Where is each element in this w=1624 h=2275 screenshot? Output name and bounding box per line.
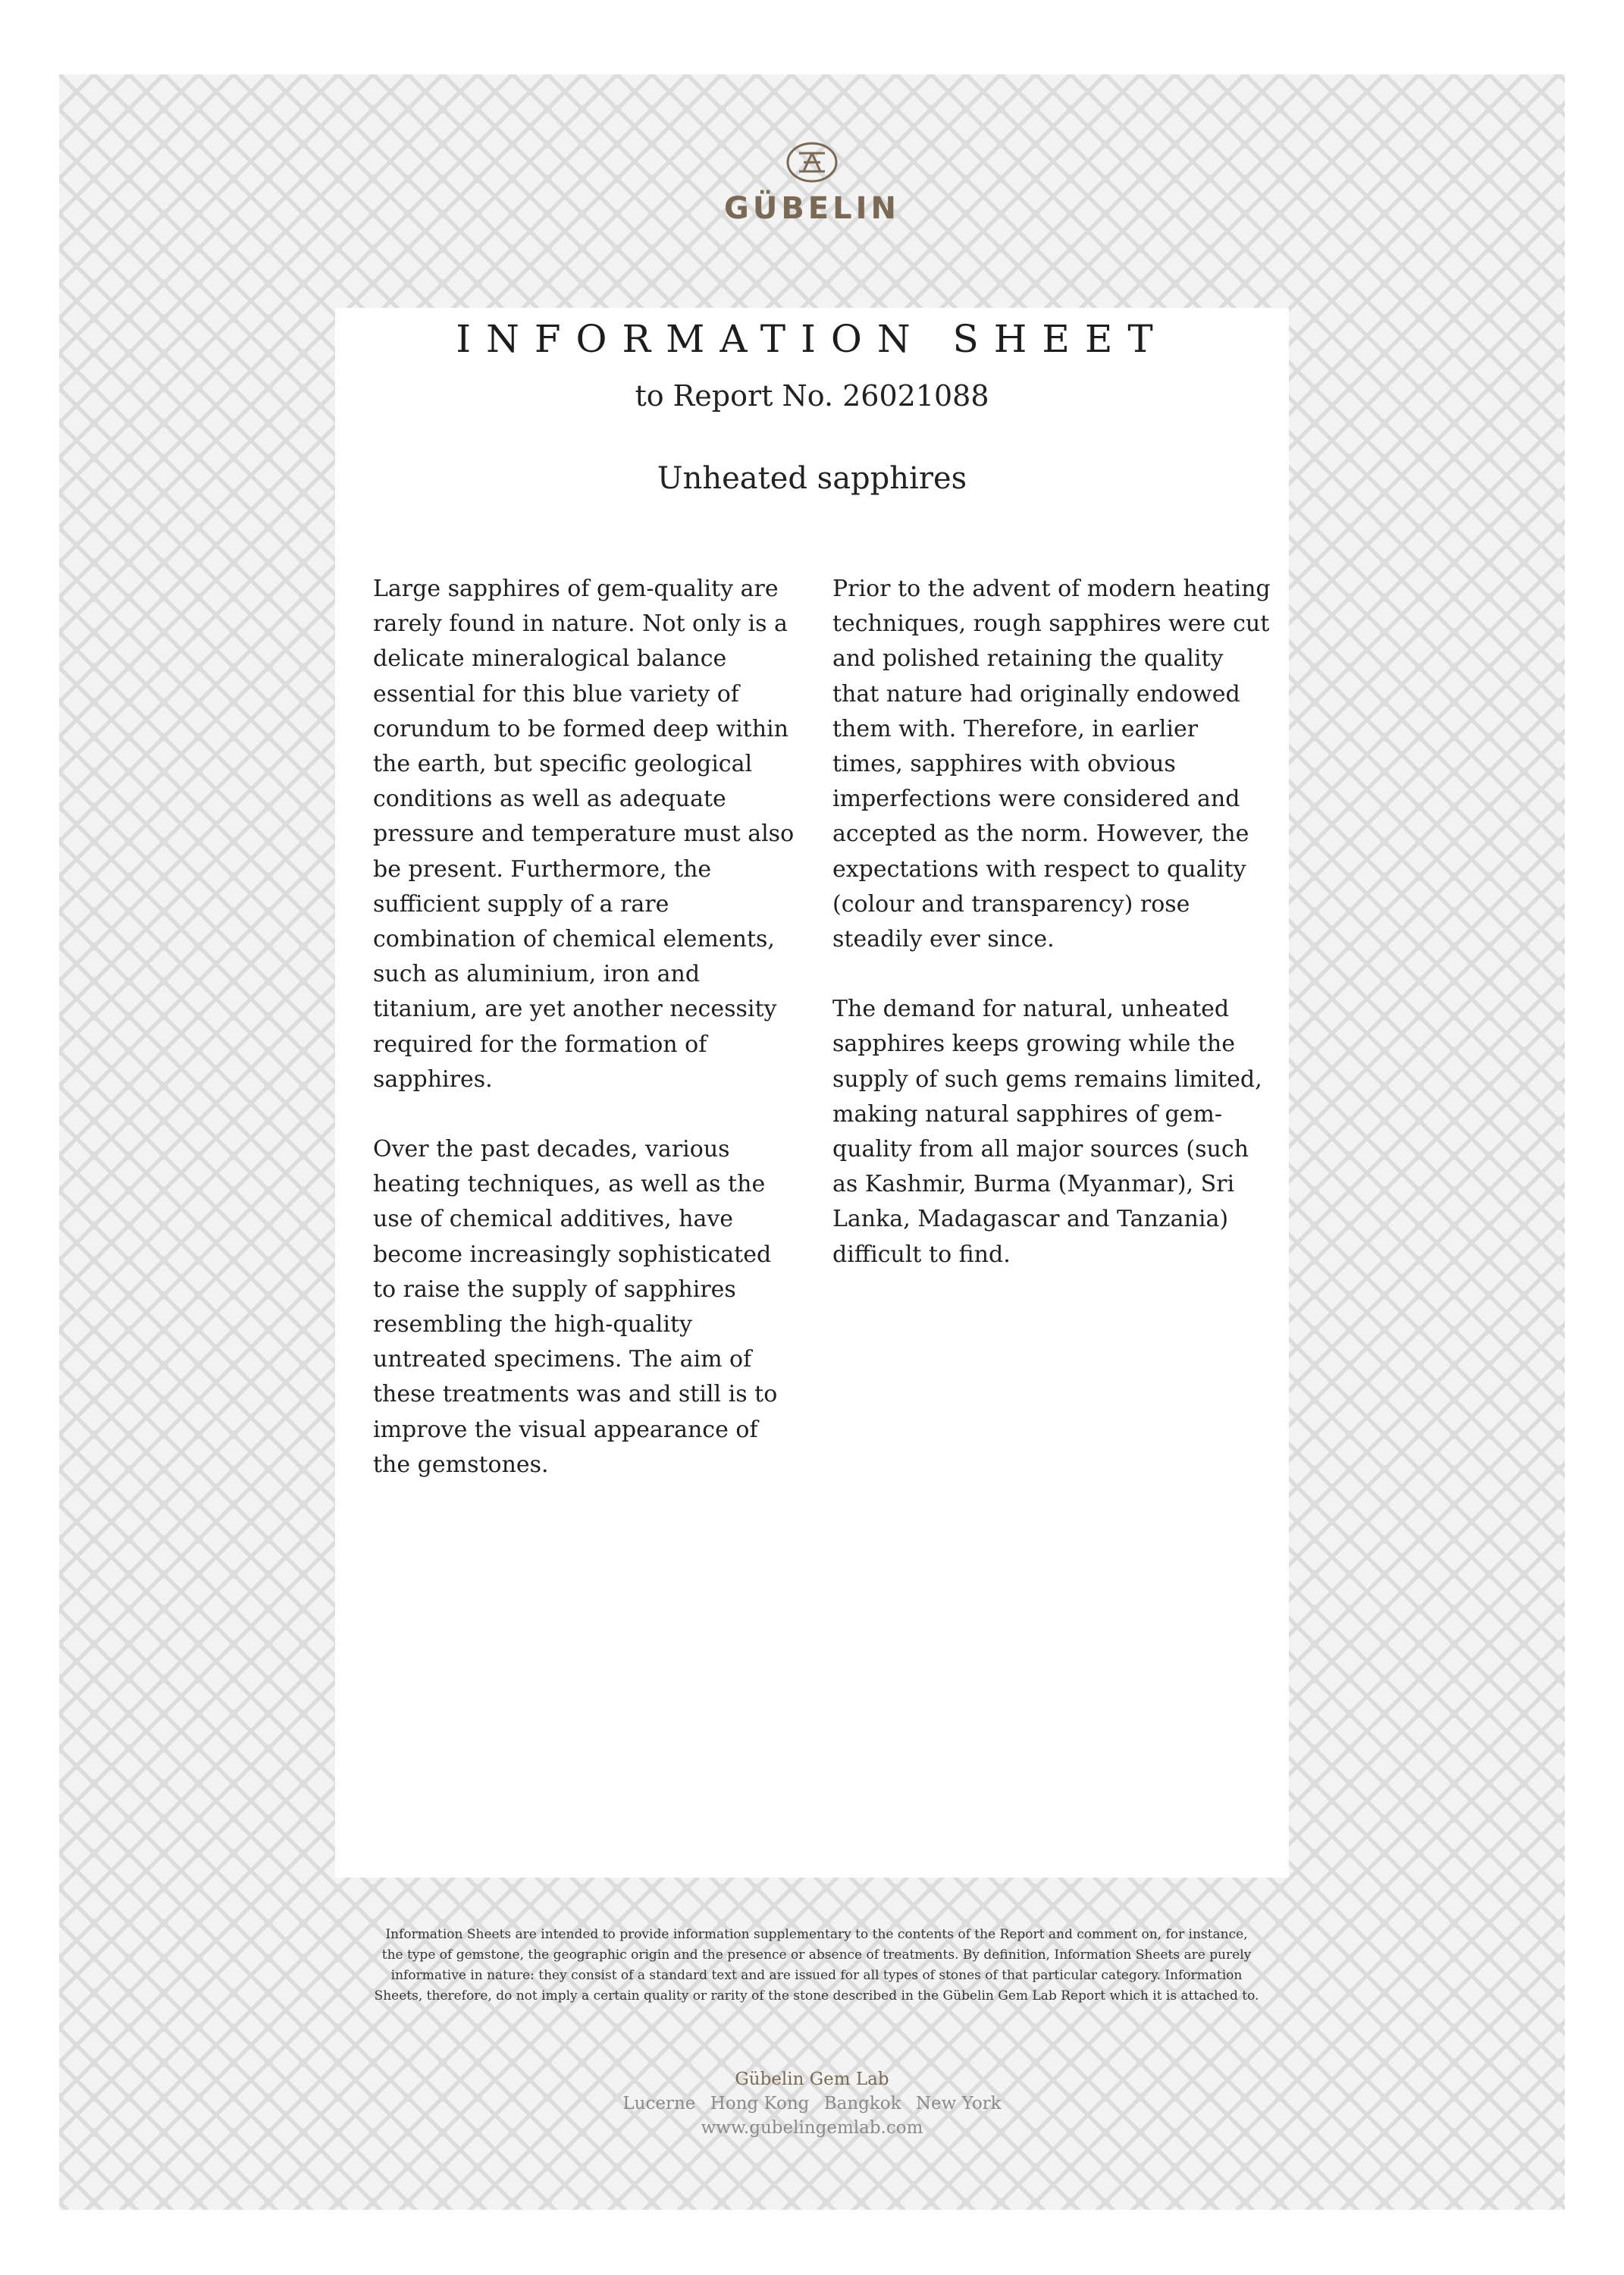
paragraph: Large sapphires of gem-quality are rarely found in nature. Not only is a delicate mineralogical balance essential for this blue variety of corundum to be formed deep within the earth, but specific geological conditions as well as adequate pressure and temperature must also be present. Furthermore, the sufficient supply of a rare combination of chemical elements, such as aluminium, iron and titanium, are yet another necessity required for the formation of sapphires. xyxy=(373,576,795,1093)
sheet-heading: Unheated sapphires xyxy=(657,461,967,496)
right-column xyxy=(832,572,1272,1307)
brand-wordmark: GÜBELIN xyxy=(724,191,900,226)
footer xyxy=(0,2067,1624,2140)
city-item: Lucerne xyxy=(622,2094,696,2113)
city-item: Hong Kong xyxy=(710,2094,810,2113)
city-item: New York xyxy=(915,2094,1002,2113)
paragraph: Prior to the advent of modern heating techniques, rough sapphires were cut and polished retaining the quality that nature had originally endowed them with. Therefore, in earlier times, sapphires with obvious imperfections were considered and accepted as the norm. However, the expectations with respect to quality (colour and transparency) rose steadily ever since. xyxy=(832,576,1271,953)
left-column xyxy=(373,572,798,1517)
lab-name: Gübelin Gem Lab xyxy=(735,2069,889,2089)
city-list xyxy=(0,2091,1624,2116)
logo xyxy=(0,141,1624,226)
gubelin-emblem-icon xyxy=(785,141,839,184)
paragraph: The demand for natural, unheated sapphires keeps growing while the supply of such gems remains limited, making natural sapphires of gem-quality from all major sources (such as Kashmir, Burma (Myanmar), Sri Lanka, Madagascar and Tanzania) difficult to find. xyxy=(832,996,1262,1268)
disclaimer: Information Sheets are intended to provide information supplementary to the contents of the Report and comment on, for instance, the type of gemstone, the geographic origin and the presence or absence of treatments. By definition, Information Sheets are purely informative in nature: they consist of a standard text and are issued for all types of stones of that particular category. Information Sheets, therefore, do not imply a certain quality or rarity of the stone described in the Gübelin Gem Lab Report which it is attached to. xyxy=(374,1927,1259,2004)
paragraph: Over the past decades, various heating techniques, as well as the use of chemical additives, have become increasingly sophisticated to raise the supply of sapphires resembling the high-quality untreated specimens. The aim of these treatments was and still is to improve the visual appearance of the gemstones. xyxy=(373,1136,778,1478)
report-number: to Report No. 26021088 xyxy=(635,379,989,413)
sheet-title: INFORMATION SHEET xyxy=(456,317,1168,361)
city-item: Bangkok xyxy=(823,2094,901,2113)
website-link[interactable]: www.gubelingemlab.com xyxy=(701,2118,923,2138)
